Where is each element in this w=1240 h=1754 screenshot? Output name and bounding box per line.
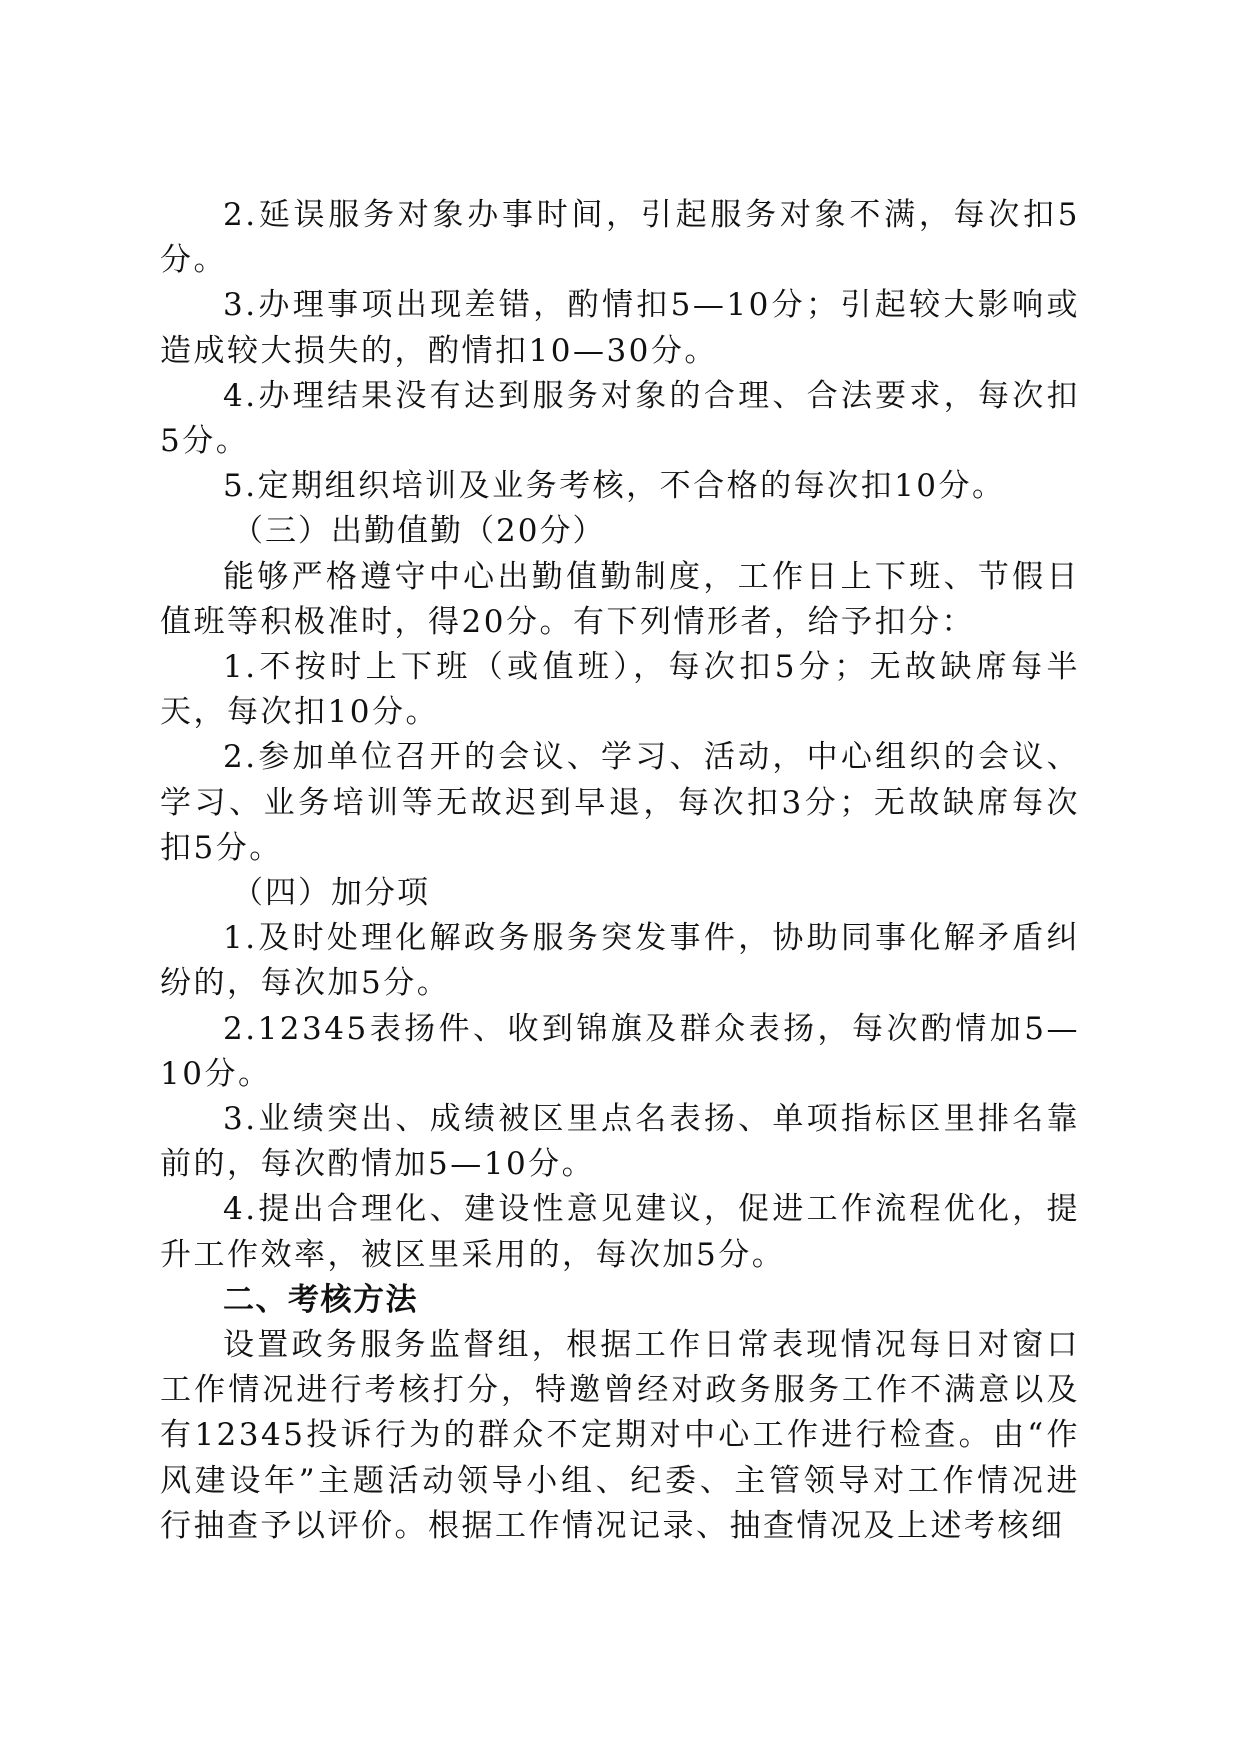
paragraph-attendance-1: 1.不按时上下班（或值班），每次扣5分；无故缺席每半天，每次扣10分。 xyxy=(160,649,1080,731)
document-body xyxy=(160,193,1080,1549)
heading-assessment-method: 二、考核方法 xyxy=(223,1281,418,1318)
paragraph-bonus-1: 1.及时处理化解政务服务突发事件，协助同事化解矛盾纠纷的，每次加5分。 xyxy=(160,920,1080,1002)
paragraph-item-4-results: 4.办理结果没有达到服务对象的合理、合法要求，每次扣5分。 xyxy=(160,377,1080,460)
paragraph-item-2-delay: 2.延误服务对象办事时间，引起服务对象不满，每次扣5分。 xyxy=(160,197,1080,279)
paragraph-item-3-errors: 3.办理事项出现差错，酌情扣5—10分；引起较大影响或造成较大损失的，酌情扣10—30分。 xyxy=(160,287,1080,369)
paragraph-bonus-3: 3.业绩突出、成绩被区里点名表扬、单项指标区里排名靠前的，每次酌情加5—10分。 xyxy=(160,1101,1080,1183)
subheading-attendance: （三）出勤值勤（20分） xyxy=(232,513,606,550)
paragraph-assessment-method: 设置政务服务监督组，根据工作日常表现情况每日对窗口工作情况进行考核打分，特邀曾经对政务服务工作不满意以及有12345投诉行为的群众不定期对中心工作进行检查。由“作风建设年”主题活动领导小组、纪委、主管领导对工作情况进行抽查予以评价。根据工作情况记录、抽查情况及上述考核细 xyxy=(160,1327,1080,1544)
paragraph-bonus-2: 2.12345表扬件、收到锦旗及群众表扬，每次酌情加5—10分。 xyxy=(160,1010,1080,1092)
paragraph-bonus-4: 4.提出合理化、建设性意见建议，促进工作流程优化，提升工作效率，被区里采用的，每次加5分。 xyxy=(160,1191,1080,1273)
subheading-bonus: （四）加分项 xyxy=(232,875,430,912)
paragraph-attendance-intro: 能够严格遵守中心出勤值勤制度，工作日上下班、节假日值班等积极准时，得20分。有下列情形者，给予扣分： xyxy=(160,558,1080,640)
paragraph-item-5-training: 5.定期组织培训及业务考核，不合格的每次扣10分。 xyxy=(223,468,1006,505)
paragraph-attendance-2: 2.参加单位召开的会议、学习、活动，中心组织的会议、学习、业务培训等无故迟到早退，每次扣3分；无故缺席每次扣5分。 xyxy=(160,739,1080,866)
